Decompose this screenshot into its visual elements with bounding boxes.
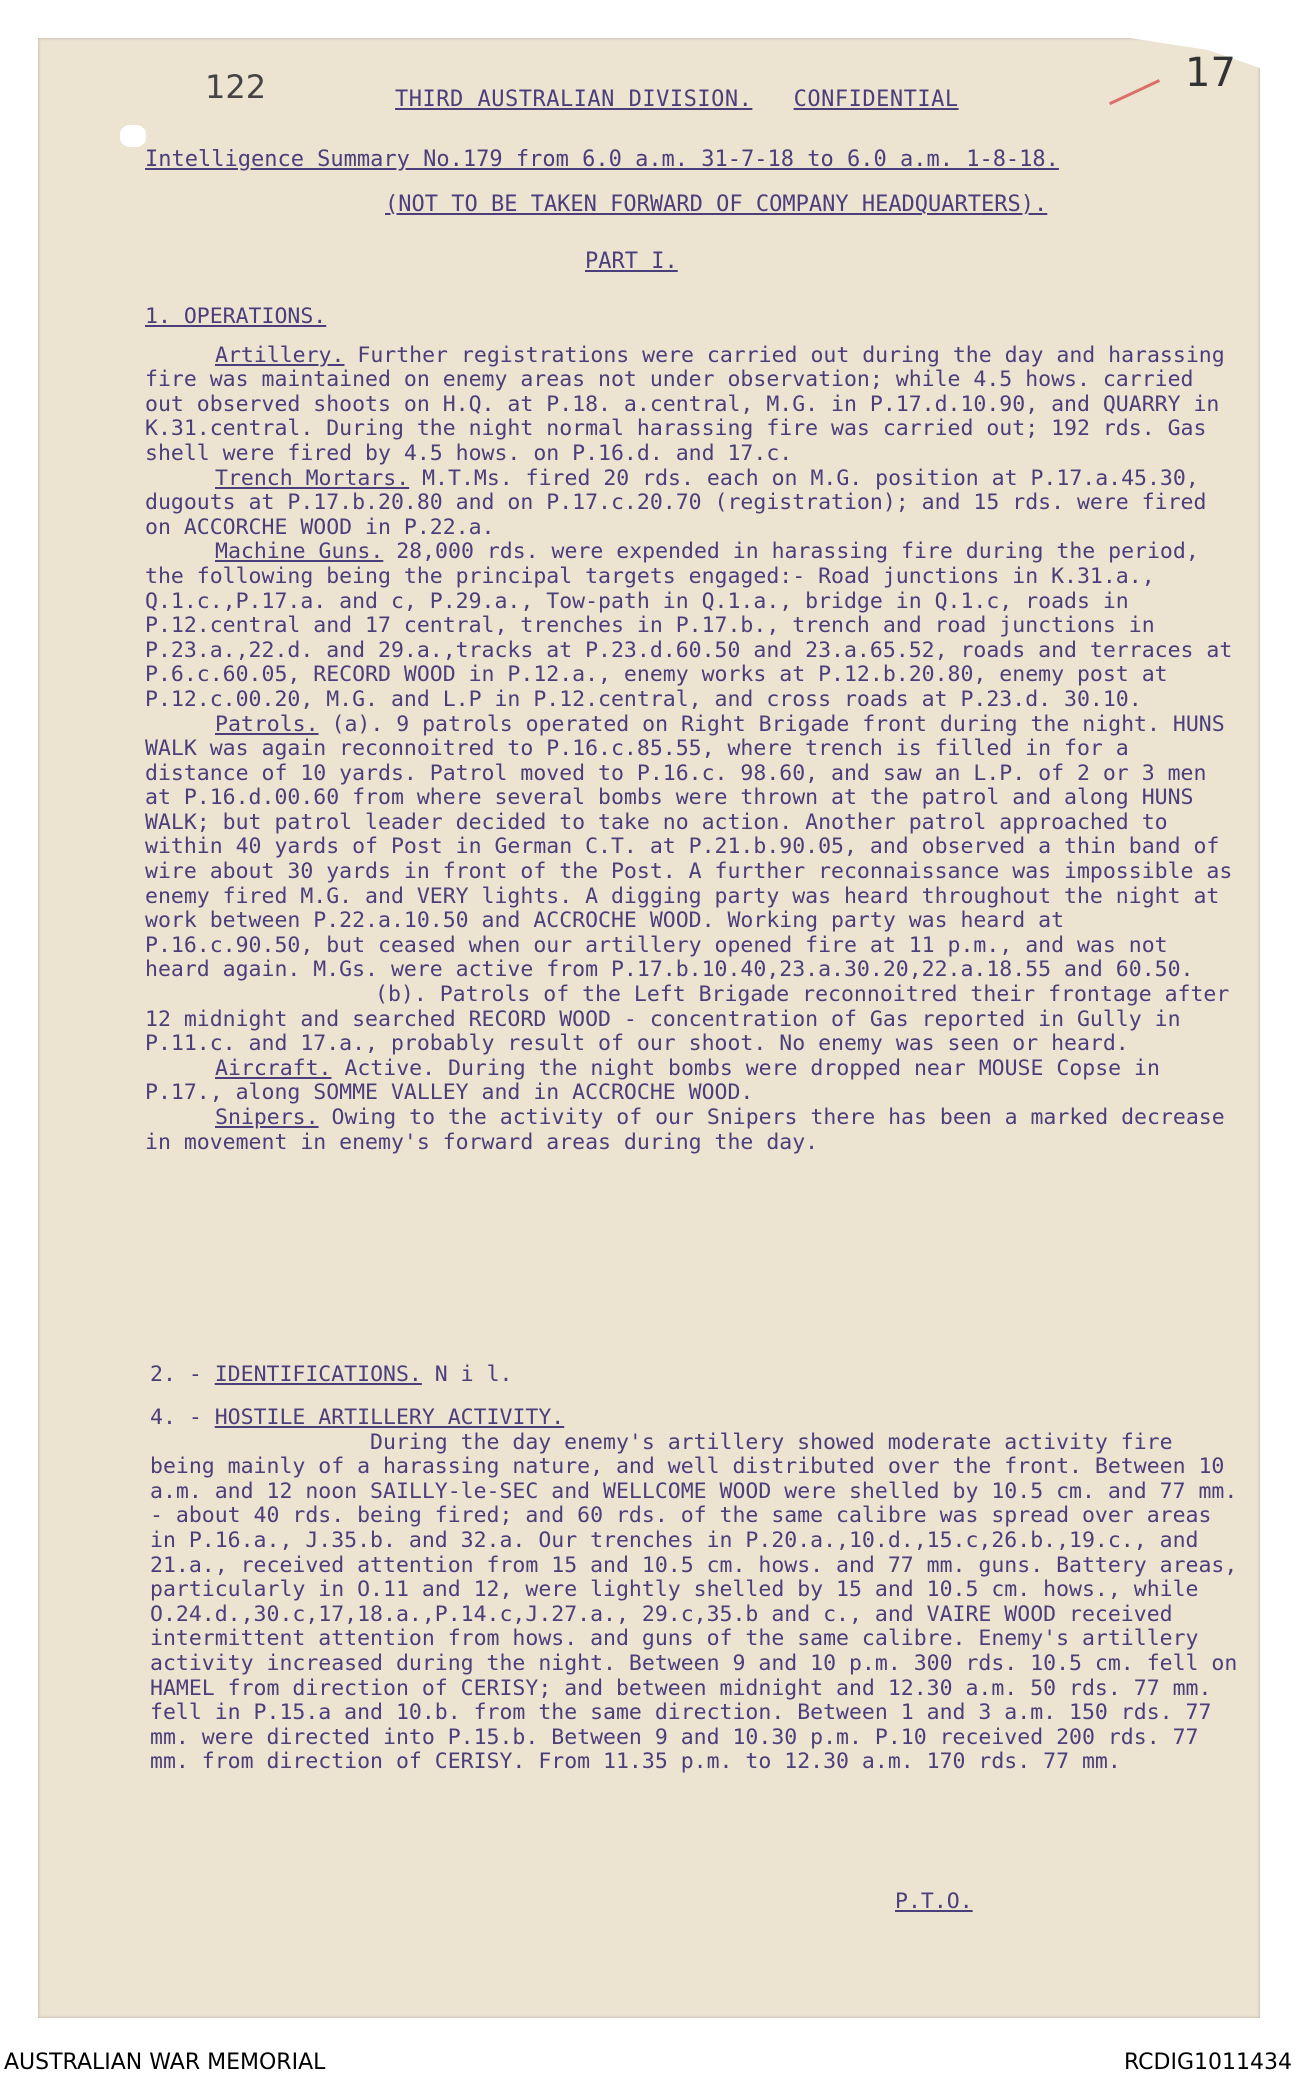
part-heading: PART I. xyxy=(585,249,678,274)
patrols-text-b: (b). Patrols of the Left Brigade reconnoitred their frontage after 12 midnight and searched RECORD WOOD - concentration of Gas reported in Gully in P.11.c. and 17.a., probably result of our shoot. No enemy was seen or heard. xyxy=(145,982,1230,1057)
hostile-artillery-heading-line xyxy=(150,1406,1240,1431)
handling-caution: (NOT TO BE TAKEN FORWARD OF COMPANY HEADQUARTERS). xyxy=(385,192,1048,217)
footer-archive-name: AUSTRALIAN WAR MEMORIAL xyxy=(4,2050,326,2075)
corner-folio-number: 17 xyxy=(1185,50,1236,96)
snipers-text: Owing to the activity of our Snipers there has been a marked decrease in movement in enemy's forward areas during the day. xyxy=(145,1105,1225,1155)
division-name: THIRD AUSTRALIAN DIVISION. xyxy=(395,87,753,112)
identifications-heading: IDENTIFICATIONS. xyxy=(214,1362,422,1387)
patrols-label: Patrols. xyxy=(215,711,319,737)
classification-label: CONFIDENTIAL xyxy=(793,87,959,112)
footer-record-id: RCDIG1011434 xyxy=(1123,2050,1292,2075)
identifications-prefix: 2. - xyxy=(150,1362,215,1387)
aircraft-text: Active. During the night bombs were dropped near MOUSE Copse in P.17., along SOMME VALLEY and in ACCROCHE WOOD. xyxy=(145,1055,1160,1106)
aircraft-label: Aircraft. xyxy=(215,1055,332,1081)
patrols-paragraph xyxy=(145,713,1235,984)
machine-guns-label: Machine Guns. xyxy=(215,539,384,565)
summary-title: Intelligence Summary No.179 from 6.0 a.m. 31-7-18 to 6.0 a.m. 1-8-18. xyxy=(145,147,1059,172)
operations-heading: 1. OPERATIONS. xyxy=(145,304,327,329)
identifications-value: N i l. xyxy=(421,1362,513,1387)
hostile-artillery-text: During the day enemy's artillery showed moderate activity fire being mainly of a harassing nature, and well distributed over the front. Between 10 a.m. and 12 noon SAILLY-le-SEC and WELLCOME WOOD were shelled by 10.5 cm. and 77 mm. - about 40 rds. being fired; and 60 rds. of the same calibre was spread over areas in P.16.a., J.35.b. and 32.a. Our trenches in P.20.a.,10.d.,15.c,26.b.,19.c., and 21.a., received attention from 15 and 10.5 cm. hows. and 77 mm. guns. Battery areas, particularly in O.11 and 12, were lightly shelled by 15 and 10.5 cm. hows., while O.24.d.,30.c,17,18.a.,P.14.c,J.27.a., 29.c,35.b and c., and VAIRE WOOD received intermittent attention from hows. and guns of the same calibre. Enemy's artillery activity increased during the night. Between 9 and 10 p.m. 300 rds. 10.5 cm. fell on HAMEL from direction of CERISY; and between midnight and 12.30 a.m. 50 rds. 77 mm. fell in P.15.a and 10.b. from the same direction. Between 1 and 3 a.m. 150 rds. 77 mm. were directed into P.15.b. Between 9 and 10.30 p.m. P.10 received 200 rds. 77 mm. from direction of CERISY. From 11.35 p.m. to 12.30 a.m. 170 rds. 77 mm. xyxy=(150,1429,1238,1775)
hostile-artillery-section xyxy=(150,1406,1240,1775)
handwritten-page-number: 122 xyxy=(205,68,267,106)
snipers-label: Snipers. xyxy=(215,1105,319,1130)
punch-hole xyxy=(120,125,146,147)
hostile-artillery-heading: HOSTILE ARTILLERY ACTIVITY. xyxy=(214,1405,565,1430)
patrols-text-a: (a). 9 patrols operated on Right Brigade front during the night. HUNS WALK was again reconnoitred to P.16.c.85.55, where trench is filled in for a distance of 10 yards. Patrol moved to P.16.c. 98.60, and saw an L.P. of 2 or 3 men at P.16.d.00.60 from where several bombs were thrown at the patrol and along HUNS WALK; but patrol leader decided to take no action. Another patrol approached to within 40 yards of Post in German C.T. at P.21.b.90.05, and observed a thin band of wire about 30 yards in front of the Post. A further reconnaissance was impossible as enemy fired M.G. and VERY lights. A digging party was heard throughout the night at work between P.22.a.10.50 and ACCROCHE WOOD. Working party was heard at P.16.c.90.50, but ceased when our artillery opened fire at 11 p.m., and was not heard again. M.Gs. were active from P.17.b.10.40,23.a.30.20,22.a.18.55 and 60.50. xyxy=(145,711,1233,983)
trench-mortars-text: M.T.Ms. fired 20 rds. each on M.G. position at P.17.a.45.30, dugouts at P.17.b.20.80 and on P.17.c.20.70 (registration); and 15 rds. were fired on ACCORCHE WOOD in P.22.a. xyxy=(145,465,1207,540)
aircraft-paragraph xyxy=(145,1057,1235,1106)
trench-mortars-paragraph xyxy=(145,467,1235,541)
artillery-label: Artillery. xyxy=(215,342,345,368)
artillery-paragraph xyxy=(145,344,1235,467)
operations-section xyxy=(145,305,1235,1155)
machine-guns-paragraph xyxy=(145,540,1235,712)
hostile-artillery-prefix: 4. - xyxy=(150,1405,215,1430)
artillery-text: Further registrations were carried out during the day and harassing fire was maintained on enemy areas not under observation; while 4.5 hows. carried out observed shoots on H.Q. at P.18. a.central, M.G. in P.17.d.10.90, and QUARRY in K.31.central. During the night normal harassing fire was carried out; 192 rds. Gas shell were fired by 4.5 hows. on P.16.d. and 17.c. xyxy=(145,342,1225,466)
identifications-section xyxy=(150,1363,1240,1388)
snipers-paragraph xyxy=(145,1106,1235,1155)
please-turn-over: P.T.O. xyxy=(895,1889,973,1914)
division-title xyxy=(395,88,959,113)
machine-guns-text: 28,000 rds. were expended in harassing fire during the period, the following being the principal targets engaged:- Road junctions in K.31.a., Q.1.c.,P.17.a. and c, P.29.a., Tow-path in Q.1.a., bridge in Q.1.c, roads in P.12.central and 17 central, trenches in P.17.b., trench and road junctions in P.23.a.,22.d. and 29.a.,tracks at P.23.d.60.50 and 23.a.65.52, roads and terraces at P.6.c.60.05, RECORD WOOD in P.12.a., enemy works at P.12.b.20.80, enemy post at P.12.c.00.20, M.G. and L.P in P.12.central, and cross roads at P.23.d. 30.10. xyxy=(145,539,1233,712)
patrols-paragraph-b xyxy=(145,983,1235,1057)
trench-mortars-label: Trench Mortars. xyxy=(215,465,410,491)
